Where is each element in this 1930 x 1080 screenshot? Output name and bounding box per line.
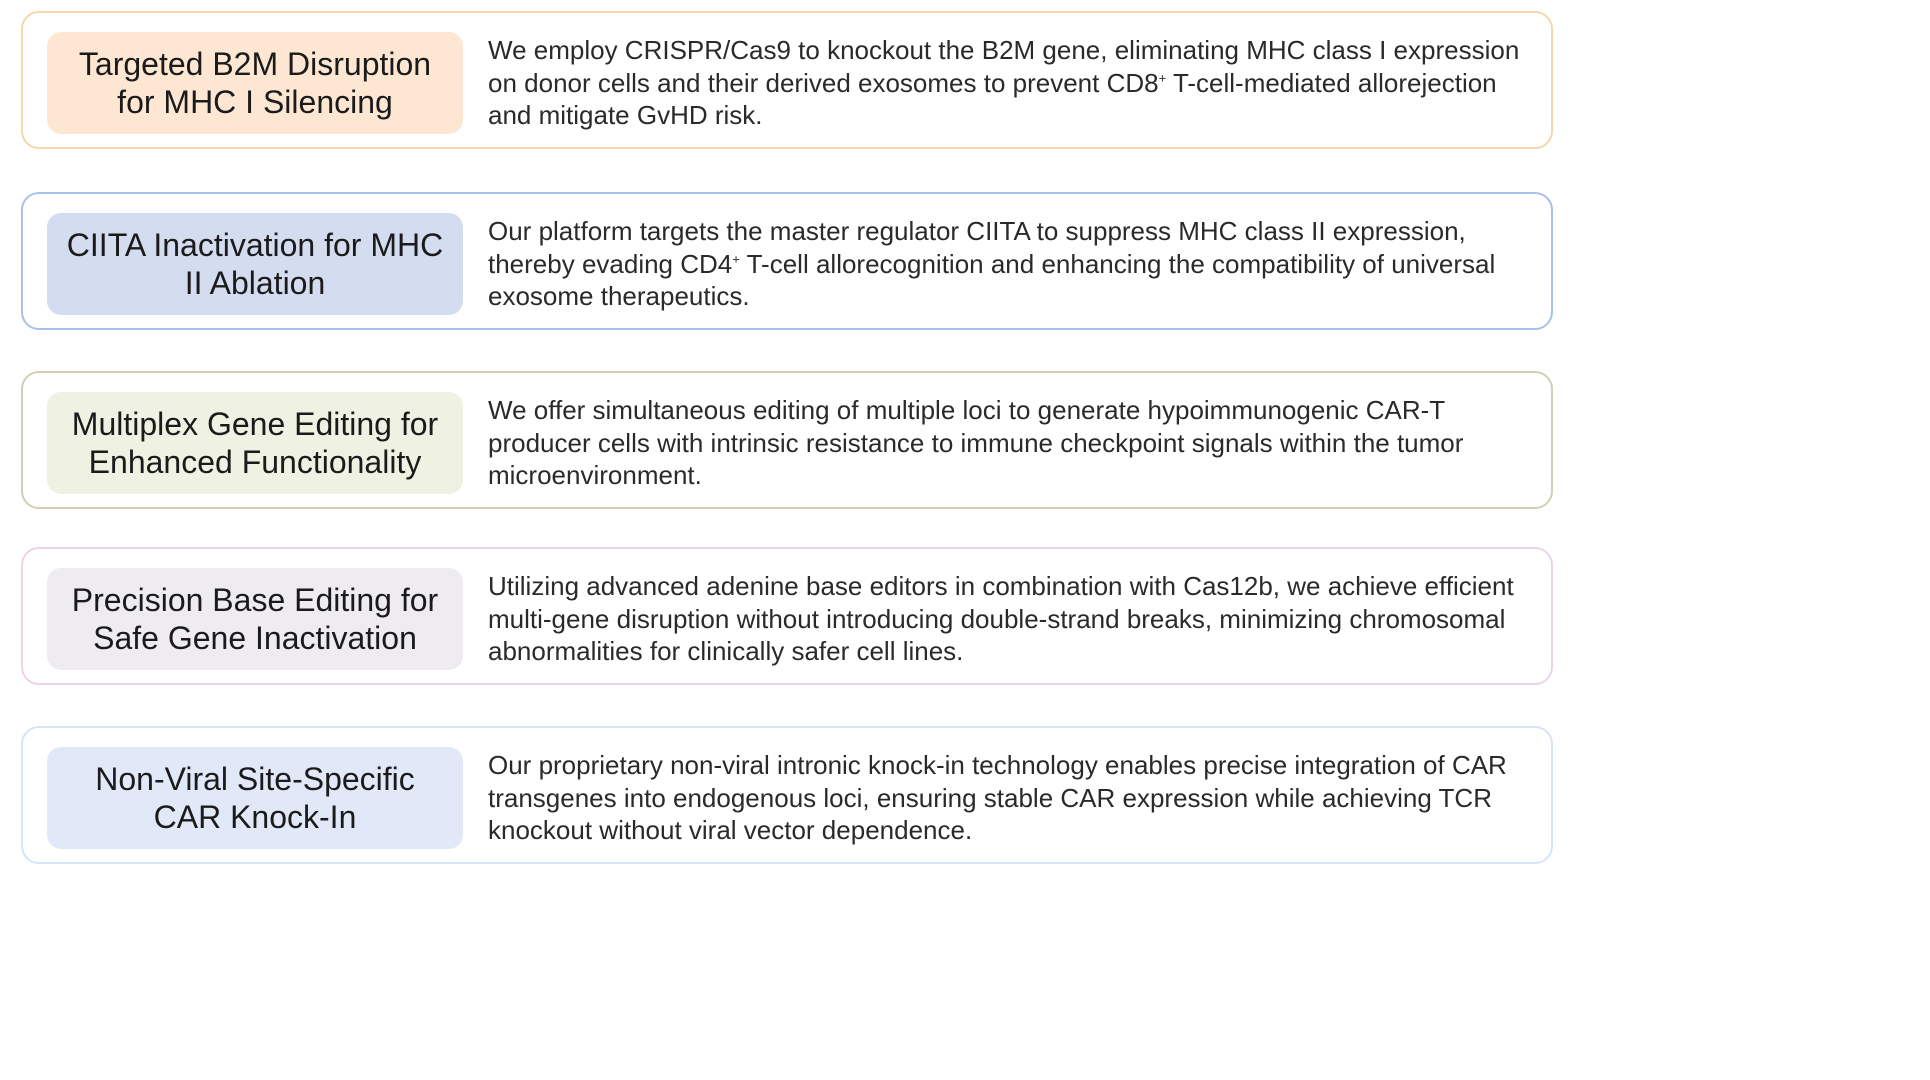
card-1-title: Targeted B2M Disruption for MHC I Silencing [78,46,432,120]
card-1-superscript: + [1158,69,1167,85]
card-4-title: Precision Base Editing for Safe Gene Inactivation [71,582,439,656]
card-1-tag [47,32,463,134]
card-4-tag [47,568,463,670]
card-2-description-text-cont: T-cell allorecognition and enhancing the compatibility of universal exosome therapeutics. [488,248,1496,311]
card-1 [21,11,1553,149]
card-3-tag [47,392,463,494]
card-5-description [488,749,1540,847]
card-5-description-text: Our proprietary non-viral intronic knock-in technology enables precise integration of CAR transgenes into endogenous loci, ensuring stable CAR expression while achieving TCR knockout without viral vector dependence. [488,750,1507,845]
card-3-description-text: We offer simultaneous editing of multiple loci to generate hypoimmunogenic CAR-T producer cells with intrinsic resistance to immune checkpoint signals within the tumor microenvironment. [488,395,1464,490]
card-4 [21,547,1553,685]
card-2-description [488,215,1540,313]
card-3 [21,371,1553,509]
card-5-title: Non-Viral Site-Specific CAR Knock-In [95,761,415,835]
card-4-description-text: Utilizing advanced adenine base editors in combination with Cas12b, we achieve efficient multi-gene disruption without introducing double-strand breaks, minimizing chromosomal abnormalities for clinically safer cell lines. [488,571,1514,666]
card-5 [21,726,1553,864]
card-1-description-text: We employ CRISPR/Cas9 to knockout the B2M gene, eliminating MHC class I expression on donor cells and their derived exosomes to prevent CD8 [488,35,1520,98]
card-5-tag [47,747,463,849]
card-2 [21,192,1553,330]
card-4-description [488,570,1540,668]
card-1-description-text-cont: T-cell-mediated allorejection and mitigate GvHD risk. [488,67,1497,130]
card-3-title: Multiplex Gene Editing for Enhanced Functionality [71,406,439,480]
card-2-superscript: + [732,250,740,266]
card-2-description-text: Our platform targets the master regulator CIITA to suppress MHC class II expression, thereby evading CD4 [488,216,1466,279]
card-1-description [488,34,1540,132]
card-2-tag [47,213,463,315]
card-3-description [488,394,1540,492]
card-2-title: CIITA Inactivation for MHC II Ablation [66,227,444,301]
